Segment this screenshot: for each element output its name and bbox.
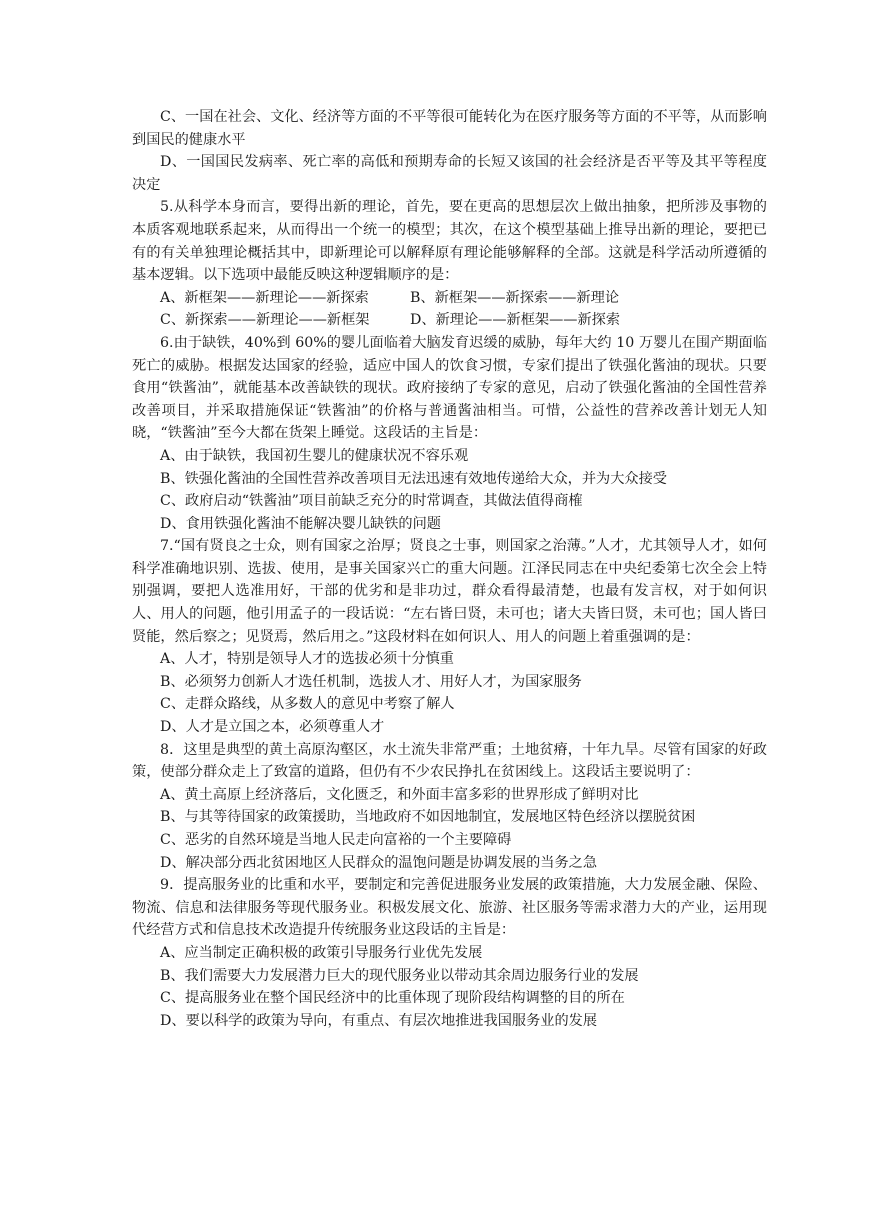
option-a: A、黄土高原上经济落后，文化匮乏，和外面丰富多彩的世界形成了鲜明对比 (160, 786, 639, 803)
page-content (132, 106, 767, 1032)
question-7 (132, 535, 767, 738)
option-d: D、解决部分西北贫困地区人民群众的温饱问题是协调发展的当务之急 (160, 854, 598, 871)
option-c: C、新探索——新理论——新框架 (160, 312, 370, 329)
option-d: D、人才是立国之本，必须尊重人才 (160, 719, 385, 736)
question-8 (132, 739, 767, 875)
option-b: B、与其等待国家的政策援助，当地政府不如因地制宜，发展地区特色经济以摆脱贫困 (160, 809, 696, 826)
option-d: D、新理论——新框架——新探索 (410, 312, 621, 329)
options-row-cd (132, 309, 767, 332)
option-a: A、应当制定正确积极的政策引导服务行业优先发展 (160, 944, 483, 961)
option-d: D、一国国民发病率、死亡率的高低和预期寿命的长短又该国的社会经济是否平等及其平等程度决定 (132, 154, 767, 193)
question-6 (132, 332, 767, 535)
option-c: C、政府启动“铁酱油”项目前缺乏充分的时常调查，其做法值得商榷 (160, 493, 583, 510)
option-b: B、新框架——新探索——新理论 (410, 289, 620, 306)
question-5 (132, 196, 767, 332)
question-4-tail (132, 106, 767, 196)
question-stem: 8．这里是典型的黄土高原沟壑区，水土流失非常严重；土地贫瘠，十年九旱。尽管有国家的好政策，使部分群众走上了致富的道路，但仍有不少农民挣扎在贫困线上。这段话主要说明了： (132, 741, 767, 781)
question-stem: 7.“国有贤良之士众，则有国家之治厚；贤良之士事，则国家之治薄。”人才，尤其领导人才，如何科学准确地识别、选拔、使用，是事关国家兴亡的重大问题。江泽民同志在中央纪委第七次全会上特别强调，要把人选准用好，干部的优劣和是非功过，群众看得最清楚，也最有发言权，对于如何识人、用人的问题，他引用孟子的一段话说：“左右皆曰贤，未可也；诸大夫皆曰贤，未可也；国人皆曰贤能，然后察之；见贤焉，然后用之。”这段材料在如何识人、用人的问题上着重强调的是： (132, 538, 767, 645)
option-c: C、提高服务业在整个国民经济中的比重体现了现阶段结构调整的目的所在 (160, 990, 625, 1007)
options-row-ab (132, 287, 767, 310)
option-a: A、由于缺铁，我国初生婴儿的健康状况不容乐观 (160, 447, 469, 464)
option-b: B、我们需要大力发展潜力巨大的现代服务业以带动其余周边服务行业的发展 (160, 967, 639, 984)
question-9 (132, 874, 767, 1032)
option-c: C、恶劣的自然环境是当地人民走向富裕的一个主要障碍 (160, 832, 512, 848)
question-stem: 9．提高服务业的比重和水平，要制定和完善促进服务业发展的政策措施，大力发展金融、保险、物流、信息和法律服务等现代服务业。积极发展文化、旅游、社区服务等需求潜力大的产业，运用现代经营方式和信息技术改造提升传统服务业这段话的主旨是： (132, 877, 767, 939)
option-b: B、铁强化酱油的全国性营养改善项目无法迅速有效地传递给大众，并为大众接受 (160, 470, 667, 487)
option-d: D、食用铁强化酱油不能解决婴儿缺铁的问题 (160, 515, 441, 532)
option-b: B、必须努力创新人才选任机制，选拔人才、用好人才，为国家服务 (160, 673, 582, 690)
option-d: D、要以科学的政策为导向，有重点、有层次地推进我国服务业的发展 (160, 1012, 598, 1029)
option-c: C、走群众路线，从多数人的意见中考察了解人 (160, 696, 455, 713)
option-a: A、人才，特别是领导人才的选拔必须十分慎重 (160, 651, 454, 668)
option-a: A、新框架——新理论——新探索 (160, 289, 369, 306)
question-stem: 5.从科学本身而言，要得出新的理论，首先，要在更高的思想层次上做出抽象，把所涉及事物的本质客观地联系起来，从而得出一个统一的模型；其次，在这个模型基础上推导出新的理论，要把已有的有关单独理论概括其中，即新理论可以解释原有理论能够解释的全部。这就是科学活动所遵循的基本逻辑。以下选项中最能反映这种逻辑顺序的是： (132, 199, 767, 284)
option-c: C、一国在社会、文化、经济等方面的不平等很可能转化为在医疗服务等方面的不平等，从而影响到国民的健康水平 (132, 109, 767, 148)
question-stem: 6.由于缺铁，40%到 60%的婴儿面临着大脑发育迟缓的威胁，每年大约 10 万婴儿在围产期面临死亡的威胁。根据发达国家的经验，适应中国人的饮食习惯，专家们提出了铁强化酱油的现状。只要食用“铁酱油”，就能基本改善缺铁的现状。政府接纳了专家的意见，启动了铁强化酱油的全国性营养改善项目，并采取措施保证“铁酱油”的价格与普通酱油相当。可惜，公益性的营养改善计划无人知晓，“铁酱油”至今大都在货架上睡觉。这段话的主旨是： (132, 334, 767, 442)
